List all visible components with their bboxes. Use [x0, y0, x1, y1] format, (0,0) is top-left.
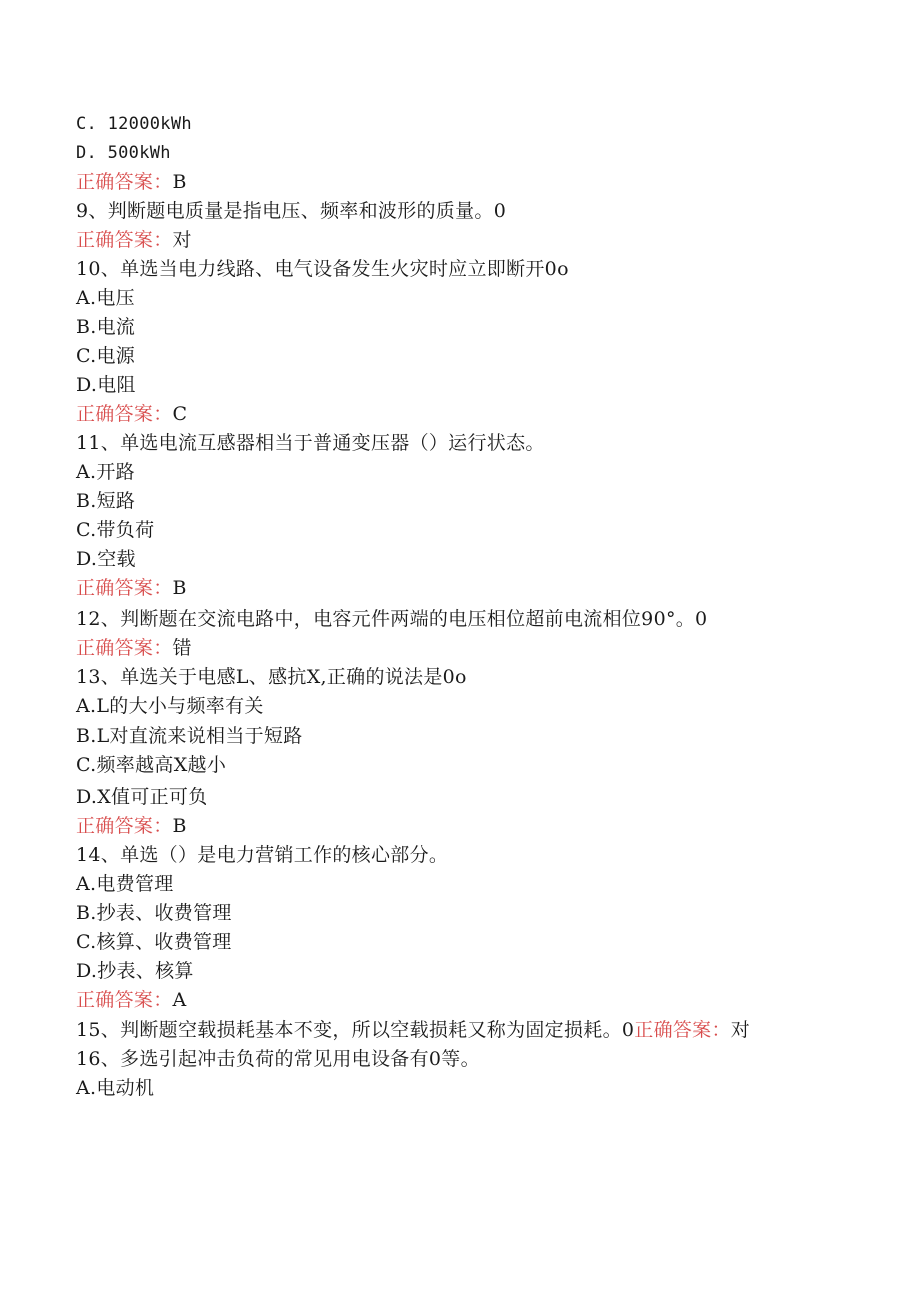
answer-value: 错 [172, 637, 192, 659]
option-line: B.L对直流来说相当于短路 [76, 725, 303, 747]
answer-line [76, 636, 192, 660]
question-line: 16、多选引起冲击负荷的常见用电设备有0等。 [76, 1048, 480, 1070]
answer-line [76, 814, 187, 838]
answer-label: 正确答案： [76, 637, 173, 659]
answer-label: 正确答案： [76, 171, 173, 193]
option-line: B.短路 [76, 490, 136, 512]
answer-line [76, 988, 187, 1012]
answer-label: 正确答案： [76, 989, 173, 1011]
question-text: 15、判断题空载损耗基本不变，所以空载损耗又称为固定损耗。0 [76, 1019, 635, 1041]
option-line: D.抄表、核算 [76, 960, 194, 982]
option-line: C.频率越高X越小 [76, 754, 227, 776]
option-line: A.电费管理 [76, 873, 174, 895]
answer-value: B [172, 577, 187, 599]
option-line: C.带负荷 [76, 519, 155, 541]
answer-label: 正确答案： [76, 577, 173, 599]
answer-value: 对 [172, 229, 192, 251]
option-line: B.抄表、收费管理 [76, 902, 232, 924]
answer-line [76, 576, 187, 600]
answer-label: 正确答案： [76, 815, 173, 837]
question-line: 14、单选（）是电力营销工作的核心部分。 [76, 844, 449, 866]
option-line: C. 12000kWh [76, 114, 192, 134]
answer-line [76, 170, 187, 194]
question-line: 10、单选当电力线路、电气设备发生火灾时应立即断开0o [76, 258, 569, 280]
option-line: C.核算、收费管理 [76, 931, 232, 953]
answer-line [76, 402, 187, 426]
answer-label: 正确答案： [76, 403, 173, 425]
answer-value: B [172, 171, 187, 193]
answer-label: 正确答案： [76, 229, 173, 251]
answer-value: B [172, 815, 187, 837]
question-line: 11、单选电流互感器相当于普通变压器（）运行状态。 [76, 432, 545, 454]
option-line: D.电阻 [76, 374, 136, 396]
answer-label: 正确答案： [634, 1019, 731, 1041]
question-line: 12、判断题在交流电路中，电容元件两端的电压相位超前电流相位90°。0 [76, 608, 708, 630]
answer-value: A [172, 989, 187, 1011]
option-line: C.电源 [76, 345, 136, 367]
option-line: B.电流 [76, 316, 136, 338]
option-line: A.电压 [76, 287, 135, 309]
answer-value: 对 [730, 1019, 751, 1041]
option-line: A.电动机 [76, 1077, 155, 1099]
answer-value: C [172, 403, 188, 425]
question-line [76, 1018, 750, 1042]
option-line: D. 500kWh [76, 143, 171, 163]
answer-line [76, 228, 192, 252]
option-line: A.L的大小与频率有关 [76, 695, 264, 717]
question-line: 9、判断题电质量是指电压、频率和波形的质量。0 [76, 200, 507, 222]
option-line: A.开路 [76, 461, 135, 483]
option-line: D.空载 [76, 548, 136, 570]
question-line: 13、单选关于电感L、感抗X,正确的说法是0o [76, 666, 467, 688]
option-line: D.X值可正可负 [76, 786, 208, 808]
